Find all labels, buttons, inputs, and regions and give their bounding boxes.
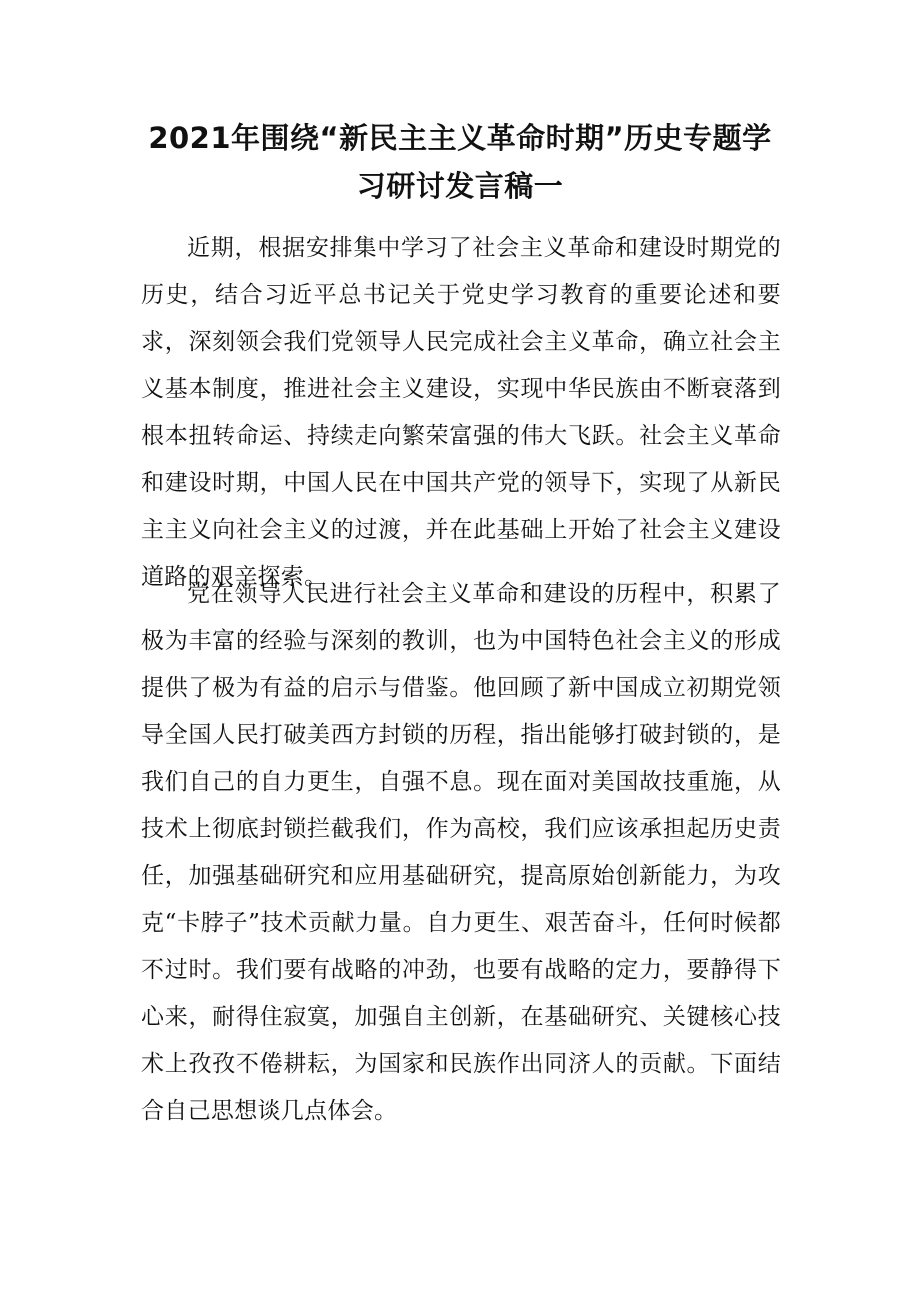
paragraph-2: 党在领导人民进行社会主义革命和建设的历程中，积累了极为丰富的经验与深刻的教训，也为中国特色社会主义的形成提供了极为有益的启示与借鉴。他回顾了新中国成立初期党领导全国人民打破美西方封锁的历程，指出能够打破封锁的，是我们自己的自力更生，自强不息。现在面对美国故技重施，从技术上彻底封锁拦截我们，作为高校，我们应该承担起历史责任，加强基础研究和应用基础研究，提高原始创新能力，为攻克“卡脖子”技术贡献力量。自力更生、艰苦奋斗，任何时候都不过时。我们要有战略的冲劲，也要有战略的定力，要静得下心来，耐得住寂寞，加强自主创新，在基础研究、关键核心技术上孜孜不倦耕耘，为国家和民族作出同济人的贡献。下面结合自己思想谈几点体会。 (141, 581, 781, 1124)
document-title: 2021年围绕“新民主主义革命时期”历史专题学习研讨发言稿一 (148, 121, 772, 203)
paragraph-1: 近期，根据安排集中学习了社会主义革命和建设时期党的历史，结合习近平总书记关于党史学习教育的重要论述和要求，深刻领会我们党领导人民完成社会主义革命，确立社会主义基本制度，推进社会主义建设，实现中华民族由不断衰落到根本扭转命运、持续走向繁荣富强的伟大飞跃。社会主义革命和建设时期，中国人民在中国共产党的领导下，实现了从新民主主义向社会主义的过渡，并在此基础上开始了社会主义建设道路的艰辛探索。 (141, 235, 781, 590)
